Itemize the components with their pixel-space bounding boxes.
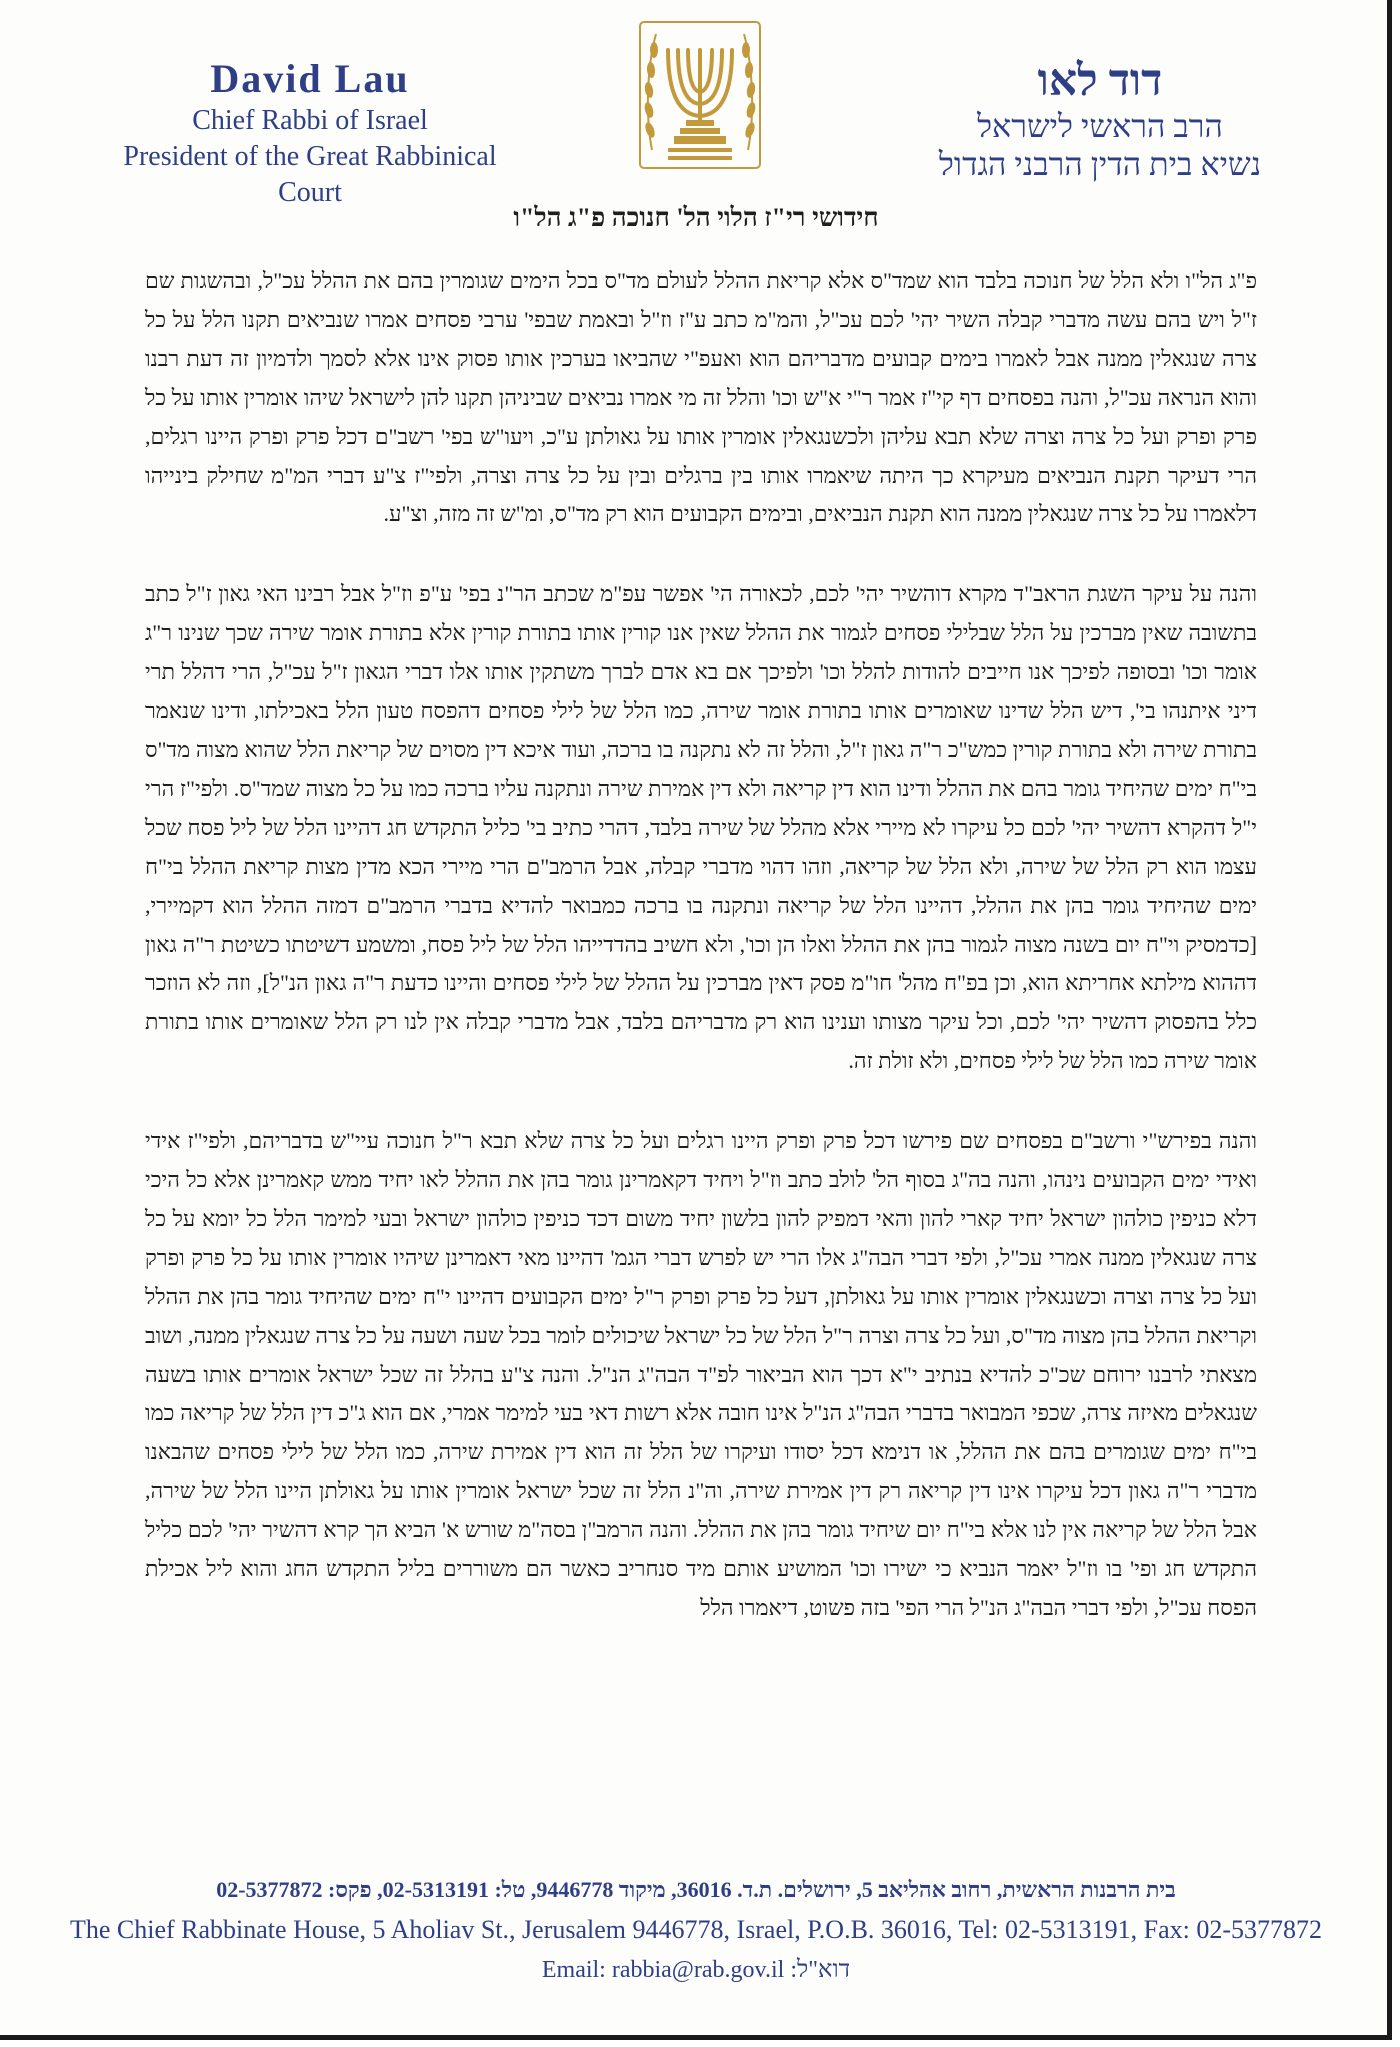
rabbi-name-english: David Lau <box>210 56 410 101</box>
footer-address-hebrew: בית הרבנות הראשית, רחוב אהליאב 5, ירושלים. ת.ד. 36016, מיקוד 9446778, טל: 02-5313191, פקס: 02-5377872 <box>216 1877 1176 1902</box>
menorah-emblem-icon <box>638 20 762 170</box>
letterhead-footer <box>0 1870 1392 1990</box>
footer-address-english: The Chief Rabbinate House, 5 Aholiav St., Jerusalem 9446778, Israel, P.O.B. 36016, Tel: 02-5313191, Fax: 02-5377872 <box>69 1915 1323 1944</box>
rabbi-name-hebrew: דוד לאו <box>1037 56 1163 105</box>
rabbi-role-english: President of the Great Rabbinical Court <box>123 141 497 208</box>
paragraph: והנה בפירש"י ורשב"ם בפסחים שם פירשו דכל פרק ופרק היינו רגלים ועל כל צרה שלא תבא ר"ל חנוכה עיי"ש בדבריהם, ולפי"ז אידי ואידי ימים הקבועים נינהו, והנה בה"ג בסוף הל' לולב כתב וז"ל ויחיד דקאמרינן גומר בהן את ההלל לאו יחיד ממש קאמרינן אלא כל היכי דלא כניפין כולהון ישראל יחיד קארי להון והאי דמפיק להון בלשון יחיד משום דכד כניפין כולהון ישראל ובעי למימר הלל כל יומא על כל צרה שנגאלין ממנה אמרי עכ"ל, ולפי דברי הבה"ג אלו הרי יש לפרש דברי הגמ' דהיינו מאי דאמרינן שיהיו אומרין אותו על כל פרק ופרק ועל כל צרה וצרה וכשנגאלין אומרין אותו על גאולתן, דעל כל פרק ופרק ר"ל ימים הקבועים דהיינו י"ח ימים שהיחיד גומר בהן את ההלל וקריאת ההלל בהן מצוה מד"ס, ועל כל צרה וצרה ר"ל הלל של כל ישראל שיכולים לומר בכל שעה ושעה על כל צרה שנגאלין ממנה, ושוב מצאתי לרבנו ירוחם שכ"כ להדיא בנתיב י"א דכך הוא הביאור לפ"ד הבה"ג הנ"ל. והנה צ"ע בהלל זה שכל ישראל אומרים אותו בשעה שנגאלים מאיזה צרה, שכפי המבואר בדברי הבה"ג הנ"ל אינו חובה אלא רשות דאי בעי למימר אמרי, אם הוא ג"כ דין הלל של קריאה כמו בי"ח ימים שגומרים בהם את ההלל, או דנימא דכל יסודו ועיקרו של הלל זה הוא דין אמירת שירה, כמו הלל של לילי פסחים שהבאנו מדברי ר"ה גאון דכל עיקרו אינו דין קריאה רק דין אמירת שירה, וה"נ הלל זה שכל ישראל אומרין אותו על גאולתן היינו הלל של שירה, אבל הלל של קריאה אין לנו אלא בי"ח יום שיחיד גומר בהן את ההלל. והנה הרמב"ן בסה"מ שורש א' הביא הך קרא דהשיר יהי' לכם כליל התקדש חג ופי' בו וז"ל יאמר הנביא כי ישירו וכו' המושיע אותם מיד סנחריב כאשר הם משוררים בליל התקדש החג והוא ליל אכילת הפסח עכ"ל, ולפי דברי הבה"ג הנ"ל הרי הפי' בזה פשוט, דיאמרו הלל <box>145 1128 1257 1620</box>
rabbi-title-hebrew: הרב הראשי לישראל <box>977 108 1223 144</box>
rabbi-role-hebrew: נשיא בית הדין הרבני הגדול <box>938 146 1262 182</box>
document-body <box>145 262 1257 1628</box>
email-label-hebrew: דוא"ל: <box>790 1957 851 1983</box>
document-title: חידושי רי"ז הלוי הל' חנוכה פ"ג הל"ו <box>513 203 879 232</box>
paragraph: פ"ג הל"ו ולא הלל של חנוכה בלבד הוא שמד"ס אלא קריאת ההלל לעולם מד"ס בכל הימים שגומרין בהם את ההלל עכ"ל, ובהשגות שם ז"ל ויש בהם עשה מדברי קבלה השיר יהי' לכם עכ"ל, והמ"מ כתב ע"ז וז"ל ובאמת שבפי' ערבי פסחים אמרו שנביאים תקנו הלל על כל צרה שנגאלין ממנה אבל לאמרו בימים קבועים מדבריהם הוא ואעפ"י שהביאו בערכין אותו פסוק אינו אלא לסמך ולדמיון זה דעת רבנו והוא הנראה עכ"ל, והנה בפסחים דף קי"ז אמר ר"י א"ש וכו' והלל זה מי אמרו נביאים שביניהן תקנו להן לישראל שיהו אומרין אותו על כל פרק ופרק ועל כל צרה וצרה שלא תבא עליהן ולכשנגאלין אומרין אותו על גאולתן ע"כ, ויעו"ש בפי' רשב"ם דכל פרק ופרק היינו רגלים, הרי דעיקר תקנת הנביאים מעיקרא כך היתה שיאמרו אותו בין ברגלים ובין על כל צרה וצרה, ולפי"ז צ"ע דברי המ"מ שחילק בינייהו דלאמרו על כל צרה שנגאלין ממנה הוא תקנת הנביאים, ובימים הקבועים הוא רק מד"ס, ומ"ש זה מזה, וצ"ע. <box>145 268 1257 527</box>
rabbi-title-english: Chief Rabbi of Israel <box>192 105 428 136</box>
english-letterhead <box>95 55 525 211</box>
paragraph: והנה על עיקר השגת הראב"ד מקרא דוהשיר יהי' לכם, לכאורה הי' אפשר עפ"מ שכתב הר"נ בפי' ע"פ וז"ל אבל רבינו האי גאון ז"ל כתב בתשובה שאין מברכין על הלל שבלילי פסחים לגמור את ההלל שאין אנו קורין אותו בתורת קורין אלא בתורת אומר שירה שכך שנינו ר"ג אומר וכו' ובסופה לפיכך אנו חייבים להודות להלל וכו' ולפיכך אם בא אדם לברך משתקין אותו אלו דברי הגאון ז"ל עכ"ל, הרי דהלל תרי דיני איתנהו בי', דיש הלל שדינו שאומרים אותו בתורת אומר שירה, כמו הלל של לילי פסחים דהפסח טעון הלל באכילתו, ודינו שנאמר בתורת שירה ולא בתורת קורין כמש"כ ר"ה גאון ז"ל, והלל זה לא נתקנה בו ברכה, ועוד איכא דין מסוים של קריאת הלל שהוא מצוה מד"ס בי"ח ימים שהיחיד גומר בהם את ההלל ודינו הוא דין קריאה ולא דין אמירת שירה ונתקנה עליו ברכה כמו על כל מצוה שמד"ס. ולפי"ז הרי י"ל דהקרא דהשיר יהי' לכם כל עיקרו לא מיירי אלא מהלל של שירה בלבד, דהרי כתיב בי' כליל התקדש חג דהיינו הלל של ליל פסח שכל עצמו הוא רק הלל של שירה, ולא הלל של קריאה, וזהו דהוי מדברי קבלה, אבל הרמב"ם הרי מיירי הכא מדין מצות קריאת ההלל בי"ח ימים שהיחיד גומר בהן את ההלל, דהיינו הלל של קריאה ונתקנה בו ברכה כמבואר להדיא בדברי הרמב"ם דמזה ההלל הוא דקמיירי, [כדמסיק וי"ח יום בשנה מצוה לגמור בהן את ההלל ואלו הן וכו', ולא חשיב בהדדייהו הלל של ליל פסח, ומשמע דשיטתו כשיטת ר"ה גאון דההוא מילתא אחריתא הוא, וכן בפ"ח מהל' חו"מ פסק דאין מברכין על ההלל של לילי פסחים והיינו כדעת ר"ה גאון הנ"ל], וזה לא הוזכר כלל בהפסוק דהשיר יהי' לכם, וכל עיקר מצותו וענינו הוא רק מדבריהם בלבד, אבל מדברי קבלה אין לנו רק הלל שאומרים אותו בתורת אומר שירה כמו הלל של לילי פסחים, ולא זולת זה. <box>145 581 1257 1074</box>
hebrew-letterhead <box>880 55 1320 183</box>
footer-email-line <box>0 1950 1392 1990</box>
email-address-link[interactable]: Email: rabbia@rab.gov.il <box>541 1957 785 1983</box>
